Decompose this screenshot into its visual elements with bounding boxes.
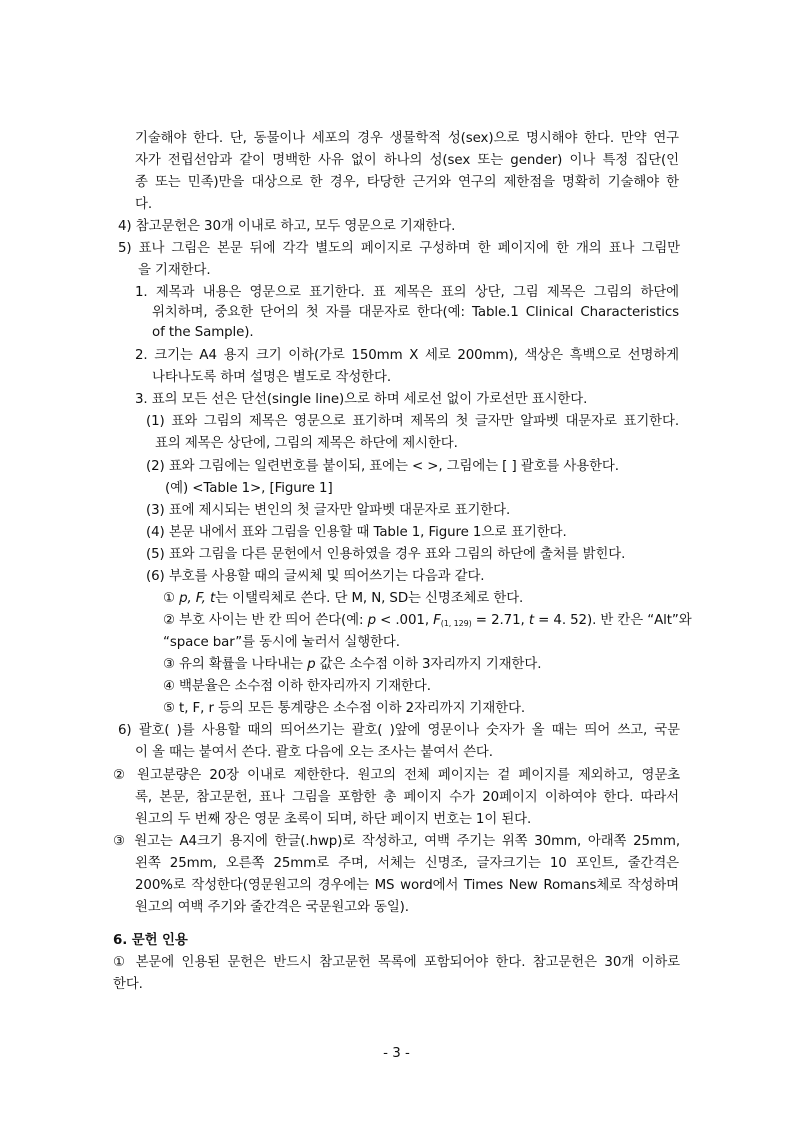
para-item-6: (6) 부호를 사용할 때의 글씨체 및 띄어쓰기는 다음과 같다. [146,569,485,584]
italic-vars: p, F, t [179,591,216,606]
paragraph-line: 다. [135,197,152,212]
list-item-5-cont: 을 기재한다. [138,263,211,278]
italic-f: F [433,613,441,628]
para-item-4: (4) 본문 내에서 표와 그림을 인용할 때 Table 1, Figure 1으로 표기한다. [146,525,567,540]
circled-item-2-cont: “space bar”를 동시에 눌러서 실행한다. [163,635,400,650]
page-number: - 3 - [383,1046,410,1061]
circled-item-5: ⑤ t, F, r 등의 모든 통계량은 소수점 이하 2자리까지 기재한다. [163,701,526,716]
circled-paragraph-3-cont: 원고의 여백 주기와 줄간격은 국문원고와 동일). [135,900,409,915]
italic-p: p [367,613,376,628]
text: ② 부호 사이는 반 칸 띄어 쓴다(예: [163,613,368,628]
para-item-1-cont: 표의 제목은 상단에, 그림의 제목은 하단에 제시한다. [155,436,458,451]
text: = 4. 52). 반 칸은 “Alt”와 [533,613,692,628]
paragraph-line: 자가 전립선암과 같이 명백한 사유 없이 하나의 성(sex 또는 gender) 이나 특정 집단(인 [135,153,679,168]
list-item-5: 5) 표나 그림은 본문 뒤에 각각 별도의 페이지로 구성하며 한 페이지에 한 개의 표나 그림만 [118,241,680,256]
italic-t: t [528,613,534,628]
circled-paragraph-2-cont: 록, 본문, 참고문헌, 표나 그림을 포함한 총 페이지 수가 20페이지 이하여야 한다. 따라서 [135,790,679,805]
sub-item-1-cont: 위치하며, 중요한 단어의 첫 자를 대문자로 한다(예: Table.1 Clinical Characteristics [152,305,679,320]
sub-item-2: 2. 크기는 A4 용지 크기 이하(가로 150mm X 세로 200mm), 색상은 흑백으로 선명하게 [135,348,679,363]
paragraph-line: 기술해야 한다. 단, 동물이나 세포의 경우 생물학적 성(sex)으로 명시해야 한다. 만약 연구 [135,131,679,146]
circled-paragraph-3: ③ 원고는 A4크기 용지에 한글(.hwp)로 작성하고, 여백 주기는 위쪽 30mm, 아래쪽 25mm, [113,834,680,849]
paragraph-line: 종 또는 민족)만을 대상으로 한 경우, 타당한 근거와 연구의 제한점을 명확히 기술해야 한 [135,175,679,190]
text: = 2.71, [471,613,529,628]
para-item-1: (1) 표와 그림의 제목은 영문으로 표기하며 제목의 첫 글자만 알파벳 대문자로 표기한다. [146,414,679,429]
circled-mark: ① [163,591,175,606]
sub-item-1: 1. 제목과 내용은 영문으로 표기한다. 표 제목은 표의 상단, 그림 제목은 그림의 하단에 [135,285,679,300]
section-paragraph-cont: 한다. [113,977,143,992]
para-item-2: (2) 표와 그림에는 일련번호를 붙이되, 표에는 < >, 그림에는 [ ] 괄호를 사용한다. [146,459,619,474]
circled-paragraph-3-cont: 왼쪽 25mm, 오른쪽 25mm로 주며, 서체는 신명조, 글자크기는 10 포인트, 줄간격은 [135,856,679,871]
sub-item-2-cont: 나타나도록 하며 설명은 별도로 작성한다. [152,370,391,385]
list-item-6-cont: 이 올 때는 붙여서 쓴다. 괄호 다음에 오는 조사는 붙여서 쓴다. [135,745,493,760]
para-item-2-example: (예) <Table 1>, [Figure 1] [165,481,333,496]
text: 값은 소수점 이하 3자리까지 기재한다. [315,657,542,672]
sub-item-3: 3. 표의 모든 선은 단선(single line)으로 하며 세로선 없이 가로선만 표시한다. [135,392,588,407]
list-item-4: 4) 참고문헌은 30개 이내로 하고, 모두 영문으로 기재한다. [118,219,456,234]
italic-p: p [307,657,316,672]
circled-paragraph-2-cont: 원고의 두 번째 장은 영문 초록이 되며, 하단 페이지 번호는 1이 된다. [135,812,532,827]
circled-item-4: ④ 백분율은 소수점 이하 한자리까지 기재한다. [163,679,431,694]
text: 는 이탤릭체로 쓴다. 단 M, N, SD는 신명조체로 한다. [215,591,524,606]
text: < .001, [375,613,434,628]
section-heading: 6. 문헌 인용 [113,933,188,948]
circled-paragraph-2: ② 원고분량은 20장 이내로 제한한다. 원고의 전체 페이지는 겉 페이지를 제외하고, 영문초 [113,768,680,783]
text: ③ 유의 확률을 나타내는 [163,657,308,672]
subscript: (1, 129) [440,619,472,628]
list-item-6: 6) 괄호( )를 사용할 때의 띄어쓰기는 괄호( )앞에 영문이나 숫자가 올 때는 띄어 쓰고, 국문 [118,723,680,738]
circled-item-1 [163,590,523,608]
para-item-5: (5) 표와 그림을 다른 문헌에서 인용하였을 경우 표와 그림의 하단에 출처를 밝힌다. [146,547,626,562]
circled-item-3 [163,656,541,674]
section-paragraph: ① 본문에 인용된 문헌은 반드시 참고문헌 목록에 포함되어야 한다. 참고문헌은 30개 이하로 [113,955,680,970]
para-item-3: (3) 표에 제시되는 변인의 첫 글자만 알파벳 대문자로 표기한다. [146,503,511,518]
sub-item-1-cont: of the Sample). [152,325,254,340]
circled-item-2 [163,612,692,633]
circled-paragraph-3-cont: 200%로 작성한다(영문원고의 경우에는 MS word에서 Times New Romans체로 작성하며 [135,878,679,893]
